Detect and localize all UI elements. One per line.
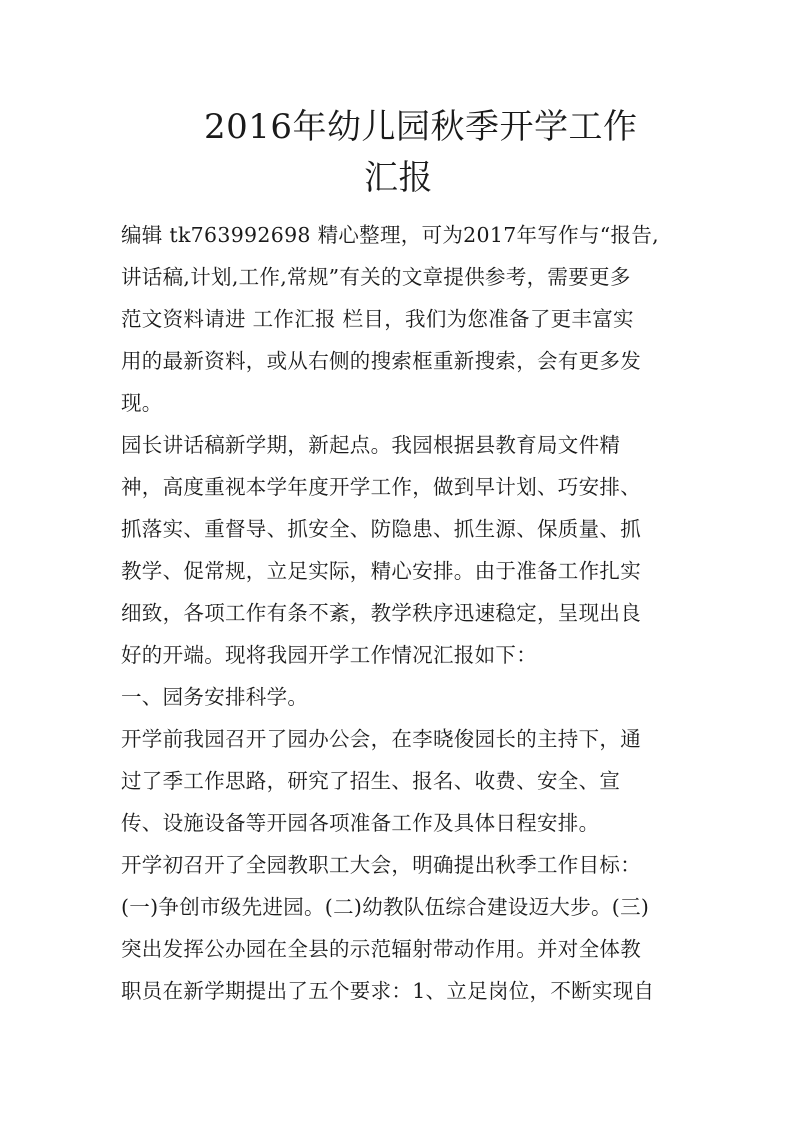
body-line: 过了季工作思路，研究了招生、报名、收费、安全、宣 [121, 769, 621, 793]
body-line: 职员在新学期提出了五个要求：1、立足岗位，不断实现自 [121, 979, 655, 1003]
body-line: 开学前我园召开了园办公会，在李晓俊园长的主持下，通 [121, 727, 641, 751]
body-line: 突出发挥公办园在全县的示范辐射带动作用。并对全体教 [121, 937, 641, 961]
body-line: 神，高度重视本学年度开学工作，做到早计划、巧安排、 [121, 475, 641, 499]
body-line: 教学、促常规，立足实际，精心安排。由于准备工作扎实 [121, 559, 641, 583]
body-line: 范文资料请进 工作汇报 栏目，我们为您准备了更丰富实 [121, 307, 634, 331]
document-title-line-2: 汇报 [364, 158, 433, 198]
body-line: 开学初召开了全园教职工大会，明确提出秋季工作目标： [121, 853, 641, 877]
body-line: (一)争创市级先进园。(二)幼教队伍综合建设迈大步。(三) [121, 895, 650, 919]
body-line: 好的开端。现将我园开学工作情况汇报如下： [121, 643, 537, 667]
body-line: 传、设施设备等开园各项准备工作及具体日程安排。 [121, 811, 600, 835]
body-line: 编辑 tk763992698 精心整理，可为2017年写作与“报告, [121, 223, 659, 247]
body-line: 细致，各项工作有条不紊，教学秩序迅速稳定，呈现出良 [121, 601, 641, 625]
document-title-line-1: 2016年幼儿园秋季开学工作 [204, 107, 638, 147]
section-heading: 一、园务安排科学。 [121, 685, 309, 709]
body-line: 讲话稿,计划,工作,常规”有关的文章提供参考，需要更多 [121, 265, 631, 289]
body-line: 用的最新资料，或从右侧的搜索框重新搜索，会有更多发 [121, 349, 641, 373]
body-line: 现。 [121, 391, 163, 415]
body-line: 园长讲话稿新学期，新起点。我园根据县教育局文件精 [121, 433, 621, 457]
body-line: 抓落实、重督导、抓安全、防隐患、抓生源、保质量、抓 [121, 517, 641, 541]
